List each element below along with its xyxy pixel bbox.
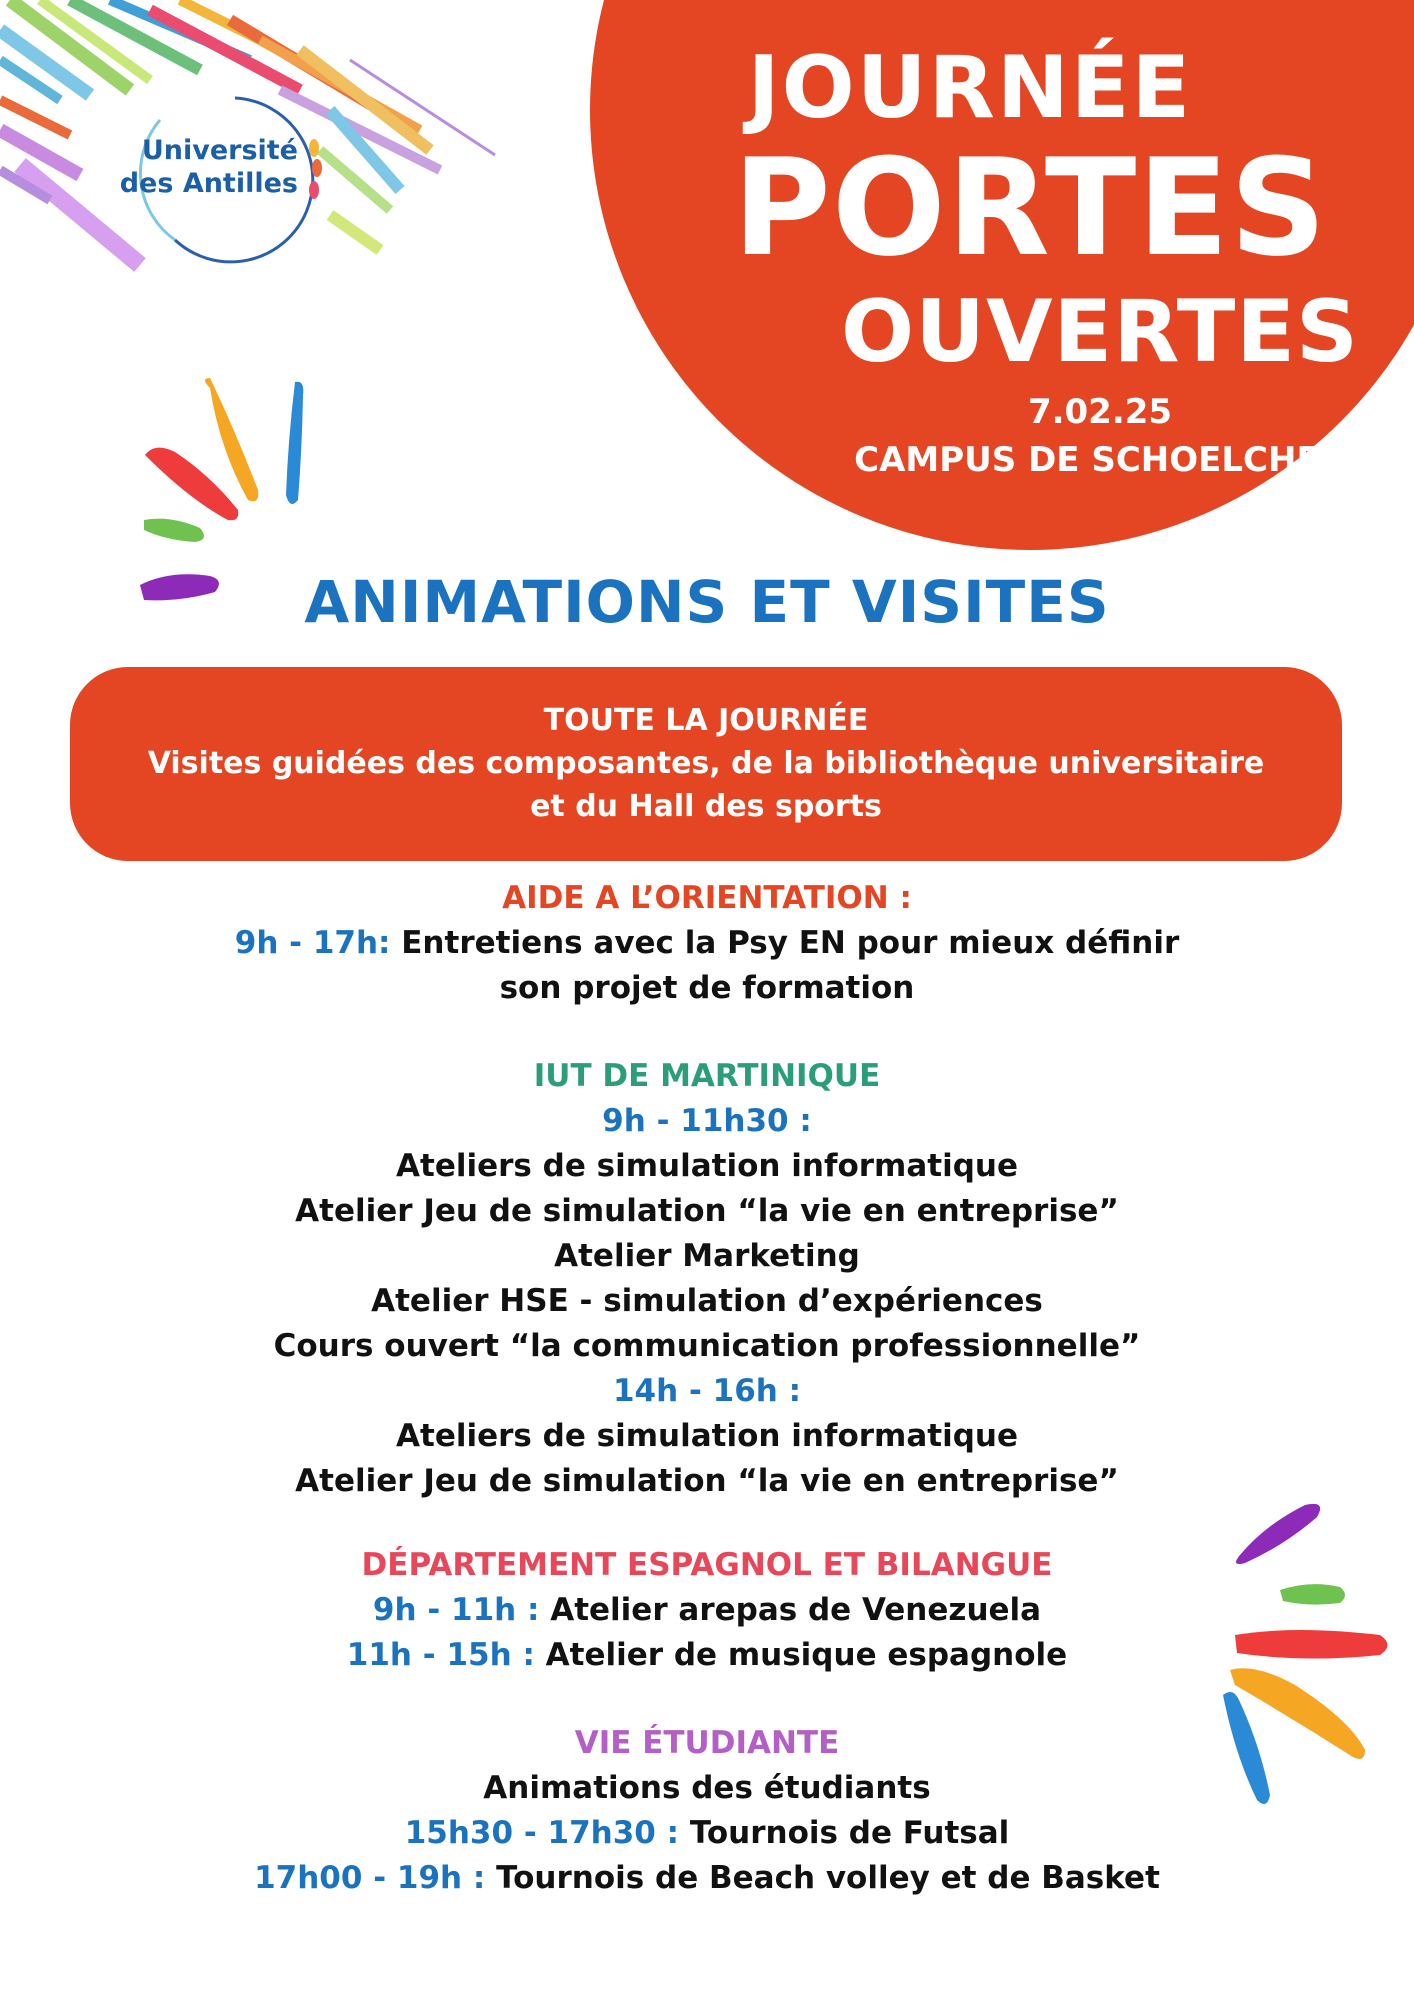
espagnol-title: DÉPARTEMENT ESPAGNOL ET BILANGUE [361, 1547, 1053, 1583]
iut-afternoon-item: Atelier Jeu de simulation “la vie en entreprise” [295, 1463, 1119, 1499]
logo-text [118, 134, 298, 200]
section-vie-etudiante [0, 1721, 1414, 1901]
vie-item-text: Tournois de Futsal [689, 1815, 1010, 1851]
hero-title-ouvertes: OUVERTES [841, 282, 1359, 382]
logo-line-1: Université [141, 135, 298, 166]
banner-line-1: Visites guidées des composantes, de la bibliothèque universitaire [147, 746, 1265, 781]
iut-title: IUT DE MARTINIQUE [533, 1058, 881, 1094]
banner-title: TOUTE LA JOURNÉE [543, 703, 869, 738]
hero-date: 7.02.25 [1027, 392, 1173, 432]
section-iut [0, 1054, 1414, 1504]
hero-title-journee: JOURNÉE [747, 38, 1193, 138]
espagnol-item-time: 9h - 11h : [372, 1592, 540, 1628]
vie-item-text: Tournois de Beach volley et de Basket [496, 1860, 1160, 1896]
espagnol-item-text: Atelier arepas de Venezuela [550, 1592, 1042, 1628]
iut-morning-item: Cours ouvert “la communication professionnelle” [273, 1328, 1141, 1364]
espagnol-item [0, 1588, 1414, 1633]
vie-intro: Animations des étudiants [483, 1770, 931, 1806]
vie-item-time: 17h00 - 19h : [254, 1860, 486, 1896]
hero-title-portes: PORTES [732, 130, 1328, 286]
banner-line-2: et du Hall des sports [530, 789, 882, 824]
vie-title: VIE ÉTUDIANTE [574, 1725, 840, 1761]
iut-time-afternoon: 14h - 16h : [612, 1373, 802, 1409]
orientation-text-2: son projet de formation [499, 970, 915, 1006]
all-day-banner [70, 667, 1342, 861]
iut-time-morning: 9h - 11h30 : [602, 1103, 812, 1139]
iut-morning-item: Ateliers de simulation informatique [396, 1148, 1018, 1184]
section-title: ANIMATIONS ET VISITES [304, 568, 1110, 636]
espagnol-item-time: 11h - 15h : [346, 1637, 535, 1673]
orientation-time: 9h - 17h: [234, 925, 391, 961]
espagnol-item [0, 1633, 1414, 1678]
espagnol-item-text: Atelier de musique espagnole [545, 1637, 1068, 1673]
section-espagnol [0, 1543, 1414, 1678]
logo-line-2: des Antilles [119, 168, 298, 199]
iut-morning-item: Atelier HSE - simulation d’expériences [371, 1283, 1043, 1319]
orientation-text-1: Entretiens avec la Psy EN pour mieux définir [401, 925, 1180, 961]
iut-morning-item: Atelier Marketing [554, 1238, 860, 1274]
hero-place: CAMPUS DE SCHOELCHER [854, 440, 1346, 480]
iut-afternoon-item: Ateliers de simulation informatique [396, 1418, 1018, 1454]
section-orientation [0, 876, 1414, 1011]
orientation-title: AIDE A L’ORIENTATION : [502, 880, 912, 916]
vie-item-time: 15h30 - 17h30 : [404, 1815, 680, 1851]
vie-item [0, 1856, 1414, 1901]
iut-morning-item: Atelier Jeu de simulation “la vie en entreprise” [295, 1193, 1119, 1229]
vie-item [0, 1811, 1414, 1856]
